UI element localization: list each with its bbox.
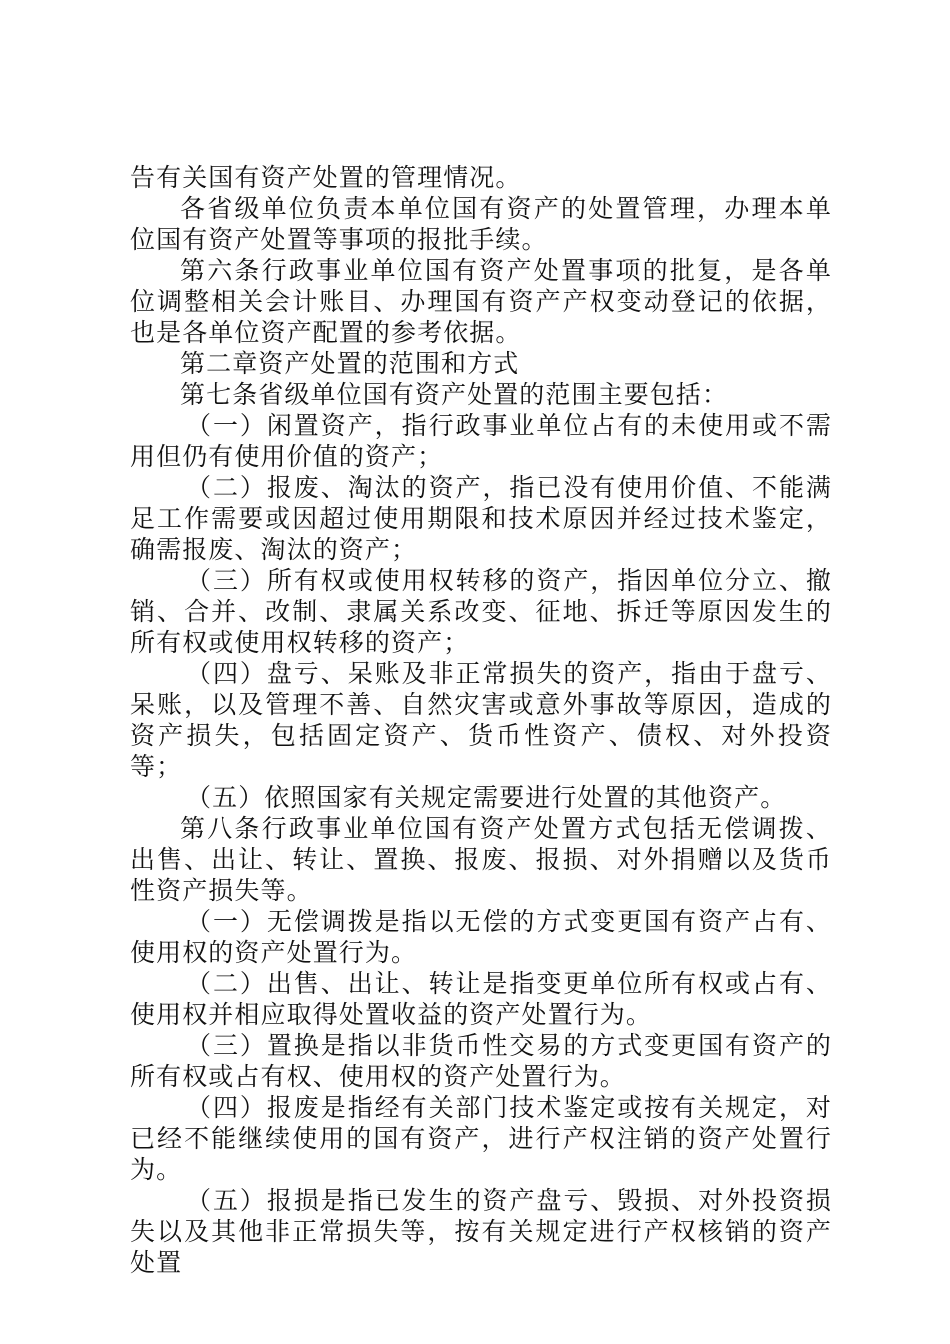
list-item: （二）报废、淘汰的资产，指已没有使用价值、不能满足工作需要或因超过使用期限和技术原因并经过技术鉴定，确需报废、淘汰的资产； — [130, 473, 832, 564]
list-item: （五）依照国家有关规定需要进行处置的其他资产。 — [186, 783, 787, 812]
list-item: （五）报损是指已发生的资产盘亏、毁损、对外投资损失以及其他非正常损失等，按有关规定进行产权核销的资产处置 — [130, 1186, 832, 1277]
list-item: （三）置换是指以非货币性交易的方式变更国有资产的所有权或占有权、使用权的资产处置行为。 — [130, 1031, 832, 1091]
list-item: （四）盘亏、呆账及非正常损失的资产，指由于盘亏、呆账，以及管理不善、自然灾害或意外事故等原因，造成的资产损失，包括固定资产、货币性资产、债权、对外投资等； — [130, 659, 832, 781]
chapter-heading: 第二章资产处置的范围和方式 — [180, 349, 520, 378]
list-item: （二）出售、出让、转让是指变更单位所有权或占有、使用权并相应取得处置收益的资产处置行为。 — [130, 969, 832, 1029]
paragraph-continuation: 告有关国有资产处置的管理情况。 — [130, 163, 522, 192]
article-8-paragraph: 第八条行政事业单位国有资产处置方式包括无偿调拨、出售、出让、转让、置换、报废、报损、对外捐赠以及货币性资产损失等。 — [130, 814, 832, 905]
article-7-paragraph: 第七条省级单位国有资产处置的范围主要包括： — [180, 380, 729, 409]
list-item: （三）所有权或使用权转移的资产，指因单位分立、撤销、合并、改制、隶属关系改变、征地、拆迁等原因发生的所有权或使用权转移的资产； — [130, 566, 832, 657]
list-item: （一）闲置资产，指行政事业单位占有的未使用或不需用但仍有使用价值的资产； — [130, 411, 832, 471]
document-body — [130, 162, 832, 1278]
list-item: （一）无偿调拨是指以无偿的方式变更国有资产占有、使用权的资产处置行为。 — [130, 907, 832, 967]
article-6-paragraph: 第六条行政事业单位国有资产处置事项的批复，是各单位调整相关会计账目、办理国有资产产权变动登记的依据，也是各单位资产配置的参考依据。 — [130, 256, 832, 347]
list-item: （四）报废是指经有关部门技术鉴定或按有关规定，对已经不能继续使用的国有资产，进行产权注销的资产处置行为。 — [130, 1093, 832, 1184]
paragraph: 各省级单位负责本单位国有资产的处置管理，办理本单位国有资产处置等事项的报批手续。 — [130, 194, 832, 254]
